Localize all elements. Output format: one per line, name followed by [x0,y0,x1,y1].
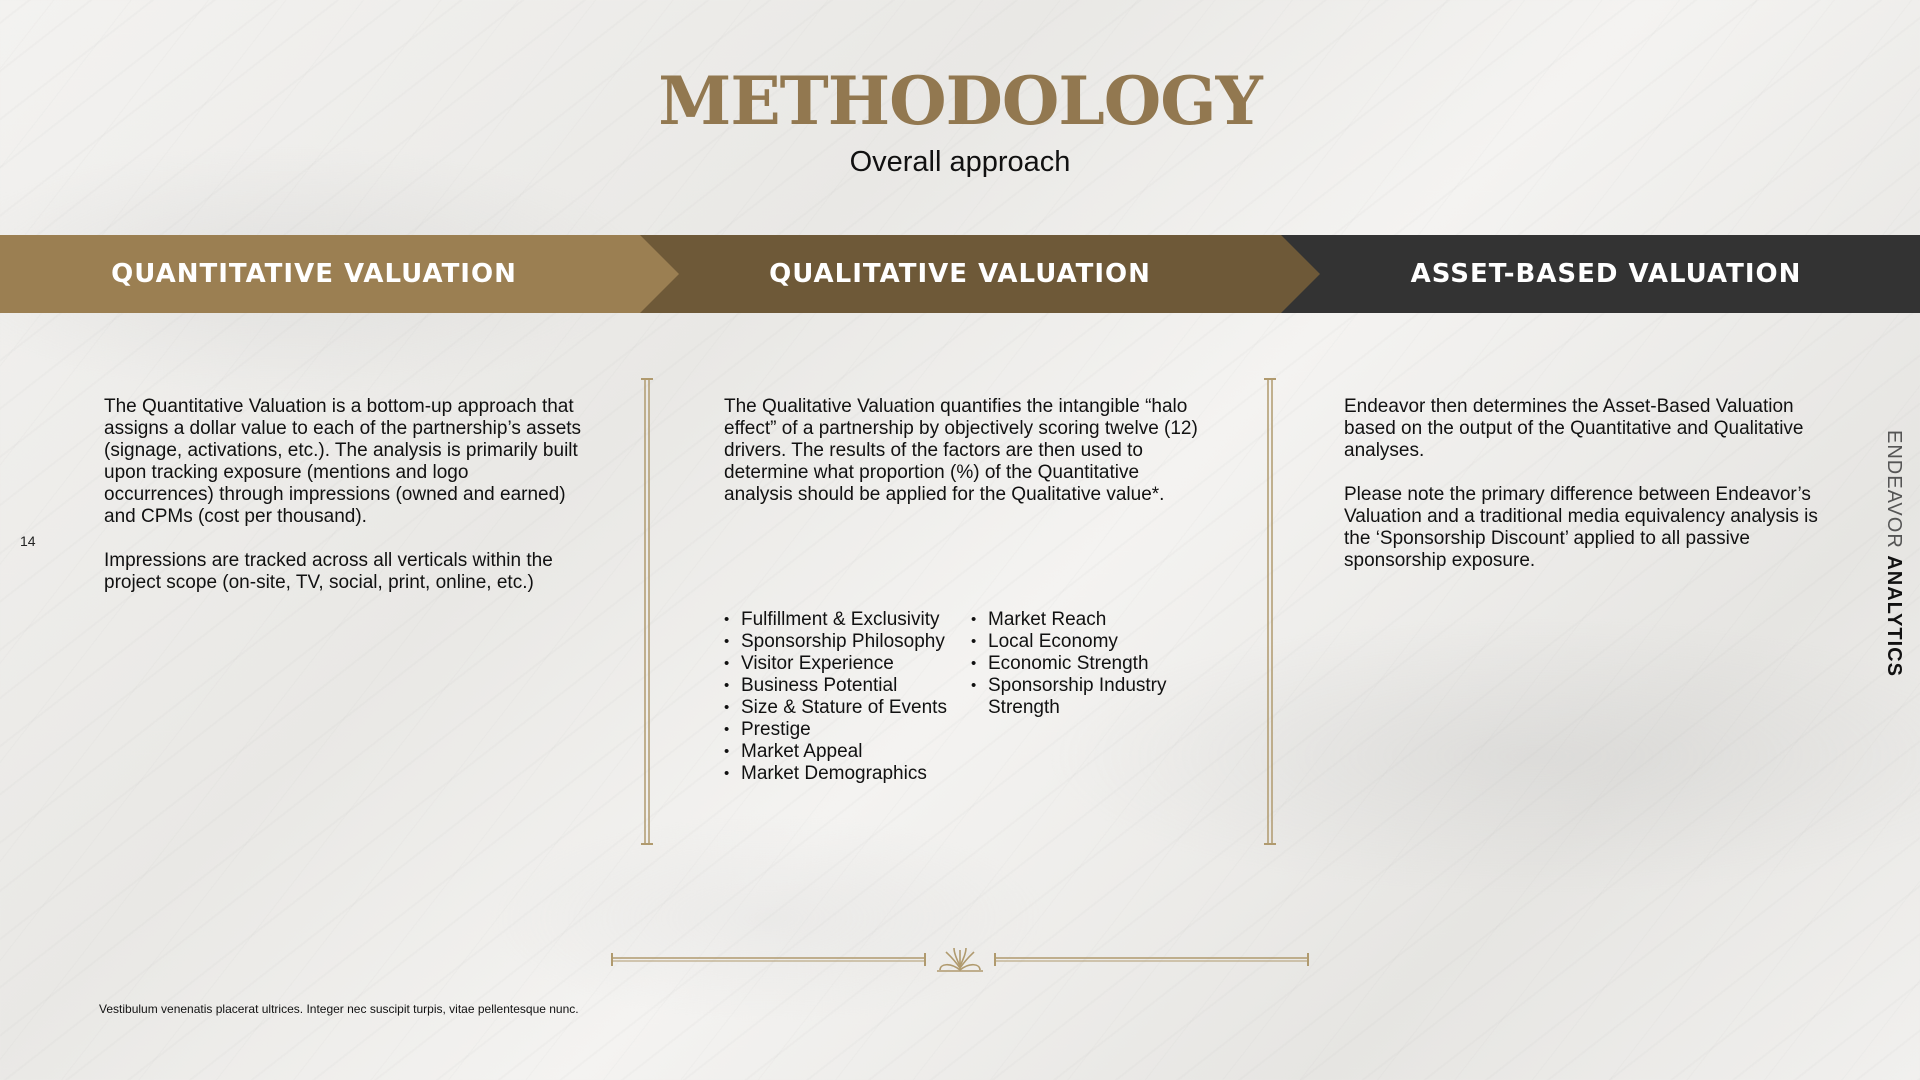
side-brand [1877,430,1911,677]
qualitative-drivers-list-left [724,609,959,785]
quantitative-column [104,396,582,616]
qualitative-paragraph-1: The Qualitative Valuation quantifies the intangible “halo effect” of a partnership by objectively scoring twelve (12) drivers. The results of the factors are then used to determine what proportion (%) of the Quantitative analysis should be applied for the Qualitative value*. [724,396,1198,505]
list-item: • Market Appeal [724,741,959,763]
page-title: METHODOLOGY [658,62,1262,140]
brand-light: ENDEAVOR [1883,430,1905,549]
asset-based-paragraph-2: Please note the primary difference between Endeavor’s Valuation and a traditional media equivalency analysis is the ‘Sponsorship Discount’ applied to all passive sponsorship exposure. [1344,484,1818,571]
list-item: • Local Economy [971,631,1186,653]
page-subtitle: Overall approach [849,146,1071,178]
footnote: Vestibulum venenatis placerat ultrices. Integer nec suscipit turpis, vitae pellentesque nunc. [99,1002,579,1016]
qualitative-column [724,396,1202,528]
list-item: • Market Reach [971,609,1186,631]
brand-wordmark [1877,430,1911,677]
valuation-banner [0,235,1920,313]
column-divider-left [641,378,653,845]
list-item: • Size & Stature of Events [724,697,959,719]
list-item: • Fulfillment & Exclusivity [724,609,959,631]
asset-based-paragraph-1: Endeavor then determines the Asset-Based Valuation based on the output of the Quantitative and Qualitative analyses. [1344,396,1804,461]
quantitative-paragraph-2: Impressions are tracked across all verticals within the project scope (on-site, TV, social, print, online, etc.) [104,550,553,593]
quantitative-paragraph-1: The Quantitative Valuation is a bottom-up approach that assigns a dollar value to each of the partnership’s assets (signage, activations, etc.). The analysis is primarily built upon tracking exposure (mentions and logo occurrences) through impressions (owned and earned) and CPMs (cost per thousand). [104,396,582,527]
asset-based-column [1344,396,1824,594]
list-item: • Sponsorship Industry Strength [971,675,1186,719]
qualitative-drivers-list-right [971,609,1186,719]
column-divider-right [1264,378,1276,845]
list-item: • Visitor Experience [724,653,959,675]
list-item: • Business Potential [724,675,959,697]
list-item: • Market Demographics [724,763,959,785]
list-item: • Prestige [724,719,959,741]
list-item: • Sponsorship Philosophy [724,631,959,653]
brand-bold: ANALYTICS [1883,555,1905,677]
banner-label-quantitative: QUANTITATIVE VALUATION [111,259,517,289]
banner-label-asset-based: ASSET-BASED VALUATION [1410,259,1802,289]
open-book-ornament-icon [610,940,1310,976]
banner-label-qualitative: QUALITATIVE VALUATION [769,259,1151,289]
list-item: • Economic Strength [971,653,1186,675]
page-number: 14 [20,533,36,549]
